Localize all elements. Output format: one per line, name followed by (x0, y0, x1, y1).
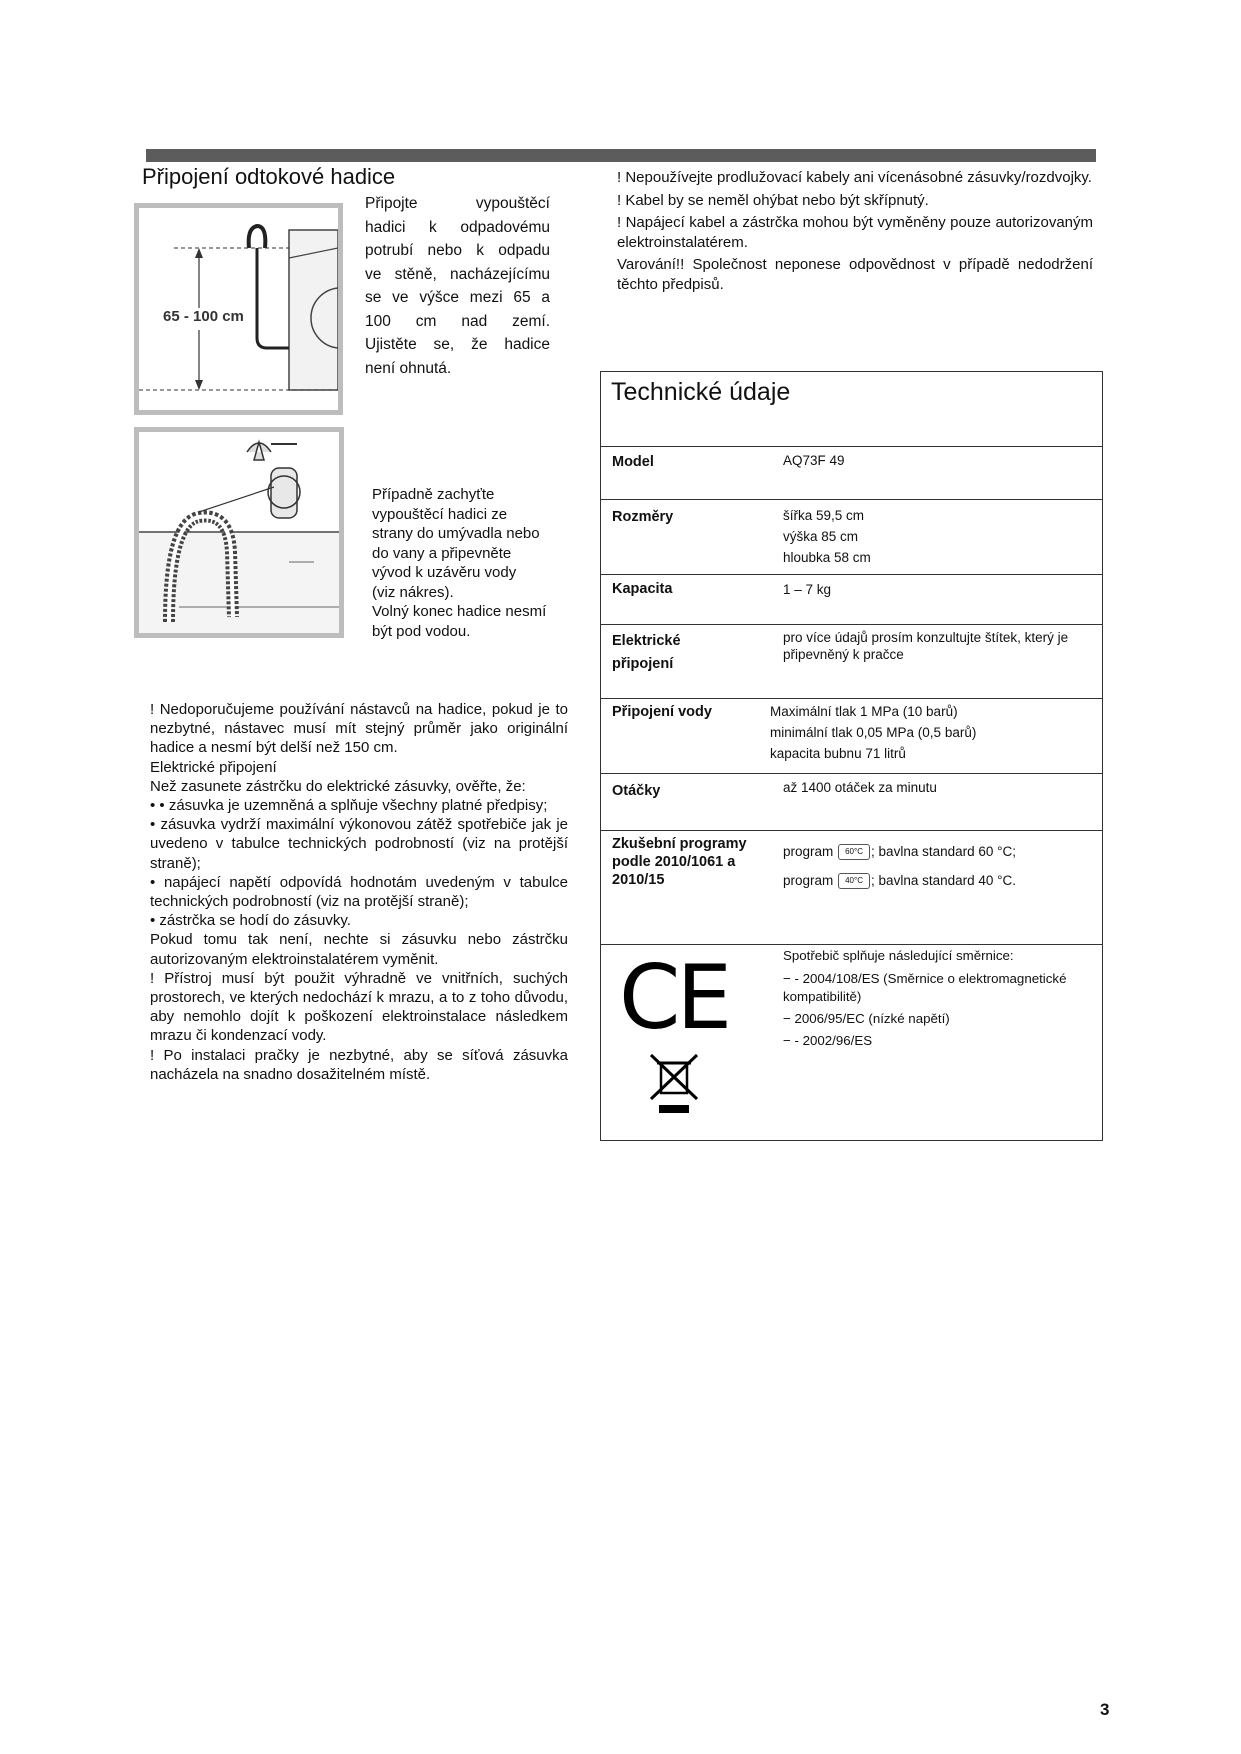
drain-instructions (365, 192, 550, 380)
row-value (783, 629, 1068, 663)
table-row-model (601, 446, 1102, 499)
sink-hose-figure (134, 427, 344, 638)
note-bullet: • • zásuvka je uzemněná a splňuje všechny platné předpisy; (150, 797, 548, 815)
note-paragraph: ! Přístroj musí být použit výhradně ve vnitřních, suchých prostorech, ve kterých nedochází k mrazu, a to z toho důvodu, aby nemohlo dojít k poškození elektroinstalace následkem mrazu či kondenzací vody. (150, 969, 568, 1045)
row-label (612, 630, 681, 676)
note-heading: Elektrické připojení (150, 758, 277, 776)
program-line (783, 837, 1016, 866)
row-label: Připojení vody (612, 704, 712, 720)
text-line: do vany a připevněte (372, 544, 512, 562)
value-line: výška 85 cm (783, 529, 859, 544)
directive-item: − - 2002/96/ES (783, 1033, 873, 1048)
directive-item: − - 2004/108/ES (Směrnice o elektromagnetické (783, 971, 1067, 986)
ce-mark-logo: CE (619, 946, 729, 1049)
value-line: Maximální tlak 1 MPa (10 barů) (770, 704, 958, 719)
text-line: strany do umývadla nebo (372, 525, 540, 542)
program-word: program (783, 873, 834, 888)
text-line: Případně zachyťte (372, 486, 495, 503)
row-label: Kapacita (612, 581, 673, 597)
text-line: (viz nákres). (372, 583, 454, 601)
row-value (783, 505, 871, 568)
row-label: Model (612, 454, 654, 470)
value-line: minimální tlak 0,05 MPa (0,5 barů) (770, 725, 977, 740)
note-bullet: • zástrčka se hodí do zásuvky. (150, 912, 351, 930)
table-row-capacity (601, 574, 1102, 624)
sink-instructions (372, 485, 572, 641)
value-line: hloubka 58 cm (783, 550, 871, 565)
figure-height-label: 65 - 100 cm (163, 308, 244, 325)
row-label (612, 835, 747, 889)
text-line: potrubí nebo k odpadu (365, 242, 550, 259)
row-value (783, 837, 1016, 895)
page-number: 3 (1100, 1700, 1110, 1719)
text-line: se ve výšce mezi 65 a (365, 289, 550, 306)
text-line: ve stěně, nacházejícímu (365, 265, 550, 283)
directive-text: - 2002/96/ES (794, 1033, 873, 1048)
directive-text: 2006/95/EC (nízké napětí) (794, 1011, 950, 1026)
row-value: až 1400 otáček za minutu (783, 780, 937, 795)
program-40-icon: 40°C (838, 873, 870, 889)
program-60-icon: 60°C (838, 844, 870, 860)
row-label: Rozměry (612, 509, 674, 525)
note-bullet: • zásuvka vydrží maximální výkonovou zátěž spotřebiče jak je uvedeno v tabulce technických podrobností (viz na protější straně); (150, 816, 568, 872)
text-line: není ohnutá. (365, 359, 452, 377)
note-paragraph: ! Po instalaci pračky je nezbytné, aby se síťová zásuvka nacházela na snadno dosažitelném místě. (150, 1046, 568, 1083)
technical-data-table (600, 371, 1103, 1141)
ce-marking (619, 946, 759, 1103)
program-line (783, 866, 1016, 895)
table-row-compliance (601, 944, 1102, 1142)
text-line: 100 cm nad zemí. (365, 312, 550, 330)
directive-text: - 2004/108/ES (Směrnice o elektromagnetické (794, 971, 1067, 986)
row-value: AQ73F 49 (783, 453, 845, 468)
warning-paragraph: ! Nepoužívejte prodlužovací kabely ani vícenásobné zásuvky/rozdvojky. (617, 169, 1092, 186)
note-paragraph: Než zasunete zástrčku do elektrické zásuvky, ověřte, že: (150, 777, 526, 795)
text-line: vývod k uzávěru vody (372, 564, 517, 581)
directive-item: − 2006/95/EC (nízké napětí) (783, 1011, 950, 1026)
note-paragraph: ! Nedoporučujeme používání nástavců na hadice, pokud je to nezbytné, nástavec musí mít stejný průměr jako originální hadice a nesmí být delší než 150 cm. (150, 701, 568, 757)
text-line: Připojte vypouštěcí (365, 195, 550, 212)
directives-intro: Spotřebič splňuje následující směrnice: (783, 948, 1014, 963)
table-title: Technické údaje (611, 378, 791, 406)
table-row-spin (601, 773, 1102, 830)
program-desc: ; bavlna standard 60 °C; (871, 844, 1017, 859)
label-line: podle 2010/1061 a (612, 854, 736, 870)
label-line: Zkušební programy (612, 836, 747, 852)
label-line: 2010/15 (612, 872, 665, 888)
label-line: Elektrické (612, 633, 681, 649)
electrical-warnings (617, 168, 1093, 294)
row-label: Otáčky (612, 783, 661, 799)
table-row-water (601, 698, 1102, 773)
table-row-dimensions (601, 499, 1102, 565)
warning-paragraph: ! Kabel by se neměl ohýbat nebo být skřípnutý. (617, 191, 929, 209)
table-row-test-programs (601, 830, 1102, 944)
row-value (770, 701, 976, 764)
text-line: hadici k odpadovému (365, 218, 550, 236)
section-title: Připojení odtokové hadice (142, 164, 396, 189)
text-line: vypouštěcí hadici ze (372, 505, 508, 523)
program-word: program (783, 844, 834, 859)
note-bullet: • napájecí napětí odpovídá hodnotám uvedeným v tabulce technických podrobností (viz na protější straně); (150, 873, 568, 911)
warning-paragraph: Varování!! Společnost neponese odpovědnost v případě nedodržení těchto předpisů. (617, 256, 1093, 293)
weee-bin-icon (649, 1053, 699, 1115)
installation-notes (150, 700, 568, 1084)
directive-item (783, 988, 1093, 1006)
note-paragraph: Pokud tomu tak není, nechte si zásuvku nebo zástrčku autorizovaným elektroinstalatérem vyměnit. (150, 931, 568, 968)
program-desc: ; bavlna standard 40 °C. (871, 873, 1017, 888)
text-line: Ujistěte se, že hadice (365, 336, 550, 353)
drain-height-figure (134, 203, 343, 415)
value-line: šířka 59,5 cm (783, 508, 865, 523)
value-line: pro více údajů prosím konzultujte štítek, který je (783, 630, 1069, 645)
row-value: 1 – 7 kg (783, 582, 832, 597)
label-line: připojení (612, 656, 674, 672)
sink-hose-illustration (139, 432, 339, 633)
directives-list (783, 947, 1093, 1050)
directive-text: kompatibilitě) (783, 989, 862, 1004)
text-line: být pod vodou. (372, 622, 471, 640)
value-line: kapacita bubnu 71 litrů (770, 746, 906, 761)
table-row-electrical (601, 624, 1102, 698)
value-line: připevněný k pračce (783, 647, 904, 662)
warning-paragraph: ! Napájecí kabel a zástrčka mohou být vyměněny pouze autorizovaným elektroinstalatérem. (617, 214, 1093, 251)
text-line: Volný konec hadice nesmí (372, 603, 547, 620)
section-header-bar (146, 149, 1096, 162)
